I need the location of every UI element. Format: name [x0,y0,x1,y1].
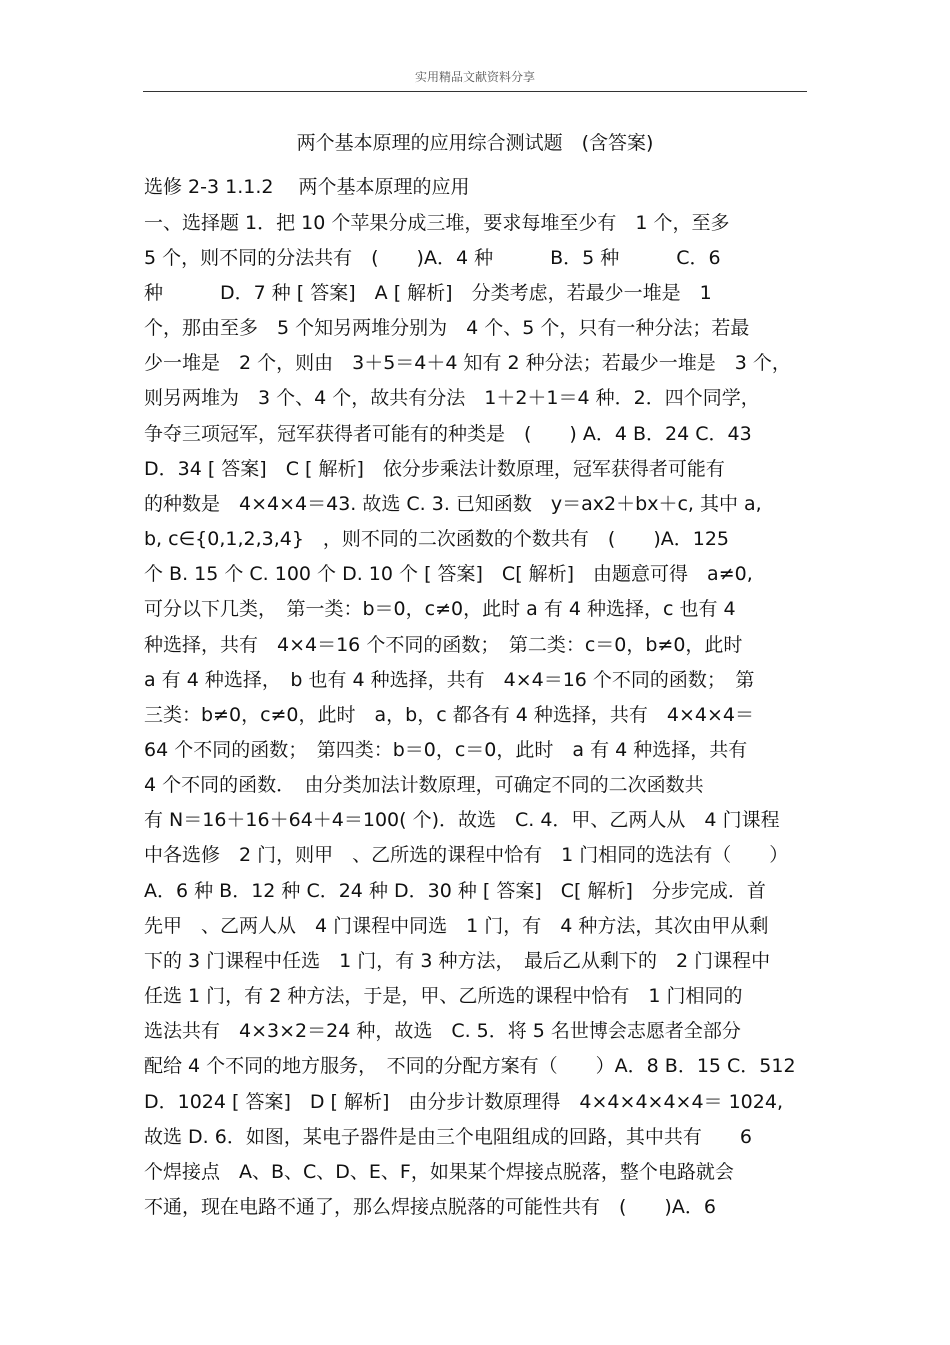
body-line: b, c∈{0,1,2,3,4} ，则不同的二次函数的个数共有 ( )A．125 [144,528,730,550]
body-line: 先甲 、乙两人从 4 门课程中同选 1 门，有 4 种方法，其次由甲从剩 [144,915,769,937]
body-line: 故选 D. 6．如图，某电子器件是由三个电阻组成的回路，其中共有 6 [144,1126,752,1148]
document-title: 两个基本原理的应用综合测试题 (含答案) [296,132,654,154]
body-line: 个 B. 15 个 C. 100 个 D. 10 个 [ 答案] C[ 解析] 由题意可得 a≠0, [144,563,753,585]
body-line: 三类：b≠0，c≠0，此时 a，b，c 都各有 4 种选择，共有 4×4×4＝ [144,704,754,726]
running-header: 实用精品文献资料分享 [414,70,535,84]
body-line: 选法共有 4×3×2＝24 种，故选 C. 5．将 5 名世博会志愿者全部分 [144,1020,741,1042]
body-line: A．6 种 B．12 种 C．24 种 D．30 种 [ 答案] C[ 解析] 分步完成．首 [144,880,766,902]
body-line: 中各选修 2 门，则甲 、乙所选的课程中恰有 1 门相同的选法有（ ） [144,844,789,866]
body-line: 5 个，则不同的分法共有 ( )A．4 种 B．5 种 C．6 [144,247,721,269]
body-line: 4 个不同的函数． 由分类加法计数原理，可确定不同的二次函数共 [144,774,704,796]
body-line: 种选择，共有 4×4＝16 个不同的函数； 第二类：c＝0，b≠0，此时 [144,634,743,656]
body-line: 64 个不同的函数； 第四类：b＝0，c＝0，此时 a 有 4 种选择，共有 [144,739,748,761]
body-line: 下的 3 门课程中任选 1 门，有 3 种方法， 最后乙从剩下的 2 门课程中 [144,950,771,972]
body-line: 有 N＝16＋16＋64＋4＝100( 个)．故选 C. 4．甲、乙两人从 4 门课程 [144,809,780,831]
body-line: 个，那由至多 5 个知另两堆分别为 4 个、5 个，只有一种分法；若最 [144,317,750,339]
body-line: 可分以下几类， 第一类：b＝0，c≠0，此时 a 有 4 种选择，c 也有 4 [144,598,736,620]
body-line: 配给 4 个不同的地方服务， 不同的分配方案有（ ）A．8 B．15 C．512 [144,1055,796,1077]
body-line: 个焊接点 A、B、C、D、E、F，如果某个焊接点脱落，整个电路就会 [144,1161,734,1183]
body-line: 则另两堆为 3 个、4 个，故共有分法 1＋2＋1＝4 种．2．四个同学， [144,387,760,409]
body-line: D．1024 [ 答案] D [ 解析] 由分步计数原理得 4×4×4×4×4＝ 1024, [144,1091,783,1113]
body-line: a 有 4 种选择， b 也有 4 种选择，共有 4×4＝16 个不同的函数； 第 [144,669,755,691]
body-line: 不通，现在电路不通了，那么焊接点脱落的可能性共有 ( )A．6 [144,1196,716,1218]
header-divider [143,91,807,92]
body-line: D．34 [ 答案] C [ 解析] 依分步乘法计数原理，冠军获得者可能有 [144,458,725,480]
body-line: 种 D．7 种 [ 答案] A [ 解析] 分类考虑，若最少一堆是 1 [144,282,712,304]
body-line: 的种数是 4×4×4＝43. 故选 C. 3. 已知函数 y＝ax2＋bx＋c, 其中 a, [144,493,762,515]
body-line: 一、选择题 1．把 10 个苹果分成三堆，要求每堆至少有 1 个，至多 [144,212,730,234]
body-line: 选修 2-3 1.1.2 两个基本原理的应用 [144,176,470,198]
body-line: 少一堆是 2 个，则由 3＋5＝4＋4 知有 2 种分法；若最少一堆是 3 个， [144,352,791,374]
body-line: 任选 1 门，有 2 种方法，于是，甲、乙所选的课程中恰有 1 门相同的 [144,985,743,1007]
body-line: 争夺三项冠军，冠军获得者可能有的种类是 ( ) A．4 B．24 C．43 [144,423,752,445]
